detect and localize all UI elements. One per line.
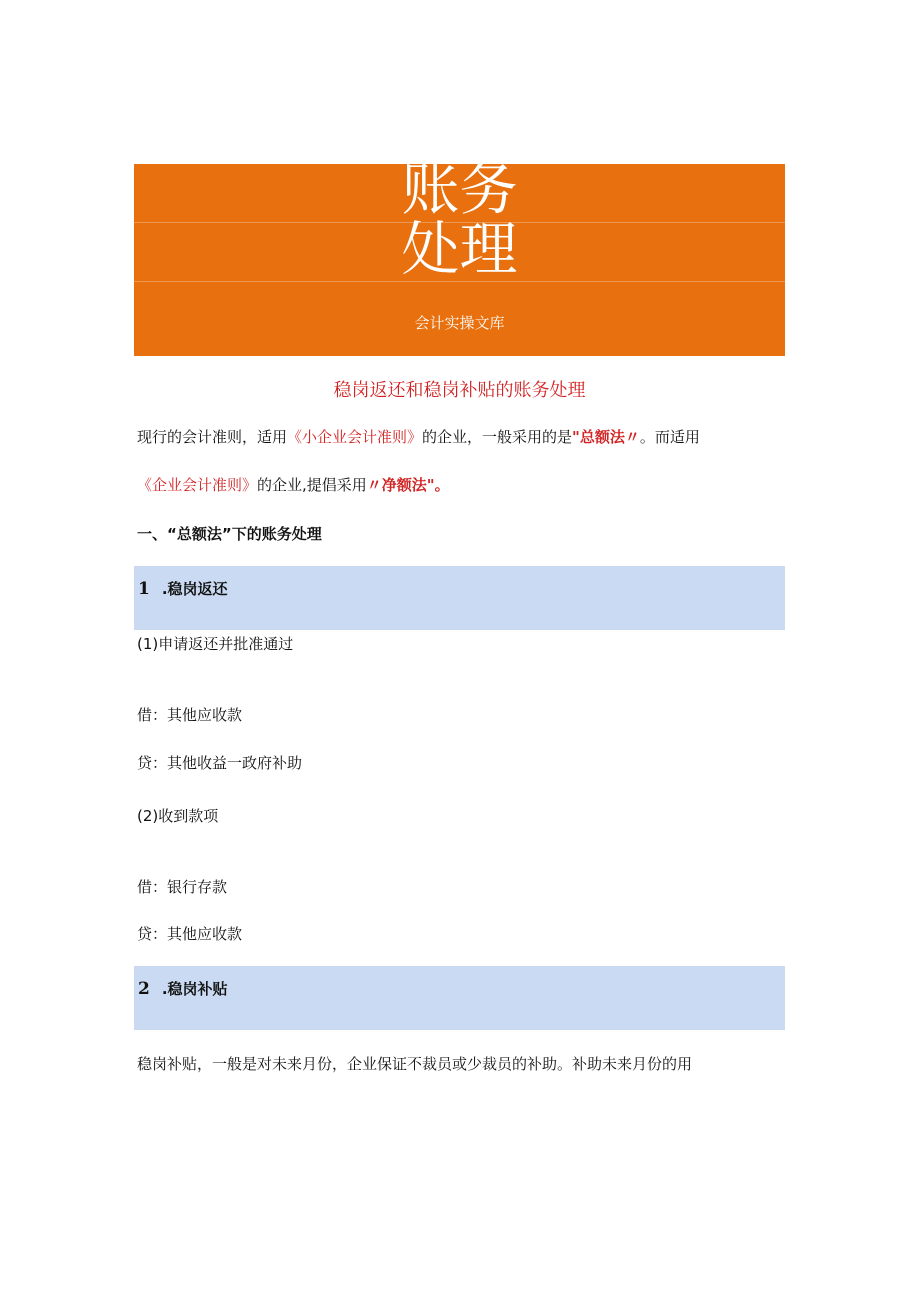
- subsection-band-stable-subsidy: [134, 966, 785, 1030]
- subsection-band-stable-return: [134, 566, 785, 630]
- entry-credit: 贷：其他应收款: [137, 925, 243, 943]
- subsection-heading: [138, 578, 228, 599]
- subsection-label: .稳岗补贴: [161, 980, 228, 998]
- intro-text: 现行的会计准则，适用: [137, 428, 288, 446]
- banner-title-line1: 账务: [401, 160, 518, 218]
- banner-title-line2: 处理: [401, 215, 518, 283]
- step-receive-payment: (2)收到款项: [137, 807, 219, 825]
- net-method-term: 〃净额法"。: [366, 476, 450, 494]
- subsection-number: 2: [138, 979, 150, 999]
- intro-text: 的企业，一般采用的是: [422, 428, 573, 446]
- standard-name-small: 《小企业会计准则》: [287, 428, 423, 446]
- entry-debit: 借：其他应收款: [137, 706, 243, 724]
- subsection-heading: [138, 978, 228, 999]
- gross-method-term: "总额法〃: [572, 428, 640, 446]
- step-apply-approved: (1)申请返还并批准通过: [137, 635, 294, 653]
- subsection-label: .稳岗返还: [161, 580, 228, 598]
- subsection-number: 1: [138, 579, 150, 599]
- intro-text: 。而适用: [639, 428, 700, 446]
- banner-subtitle: 会计实操文库: [414, 314, 505, 332]
- document-title: 稳岗返还和稳岗补贴的账务处理: [333, 380, 586, 401]
- section-heading-gross-method: 一、“总额法”下的账务处理: [137, 525, 322, 543]
- intro-paragraph-line1: [137, 426, 700, 447]
- intro-text: 的企业,提倡采用: [257, 476, 367, 494]
- intro-paragraph-line2: [137, 474, 450, 495]
- cover-banner: [134, 160, 785, 356]
- entry-credit: 贷：其他收益一政府补助: [137, 754, 303, 772]
- subsidy-paragraph: 稳岗补贴，一般是对未来月份，企业保证不裁员或少裁员的补助。补助未来月份的用: [137, 1055, 693, 1073]
- entry-debit: 借：银行存款: [137, 878, 228, 896]
- standard-name-enterprise: 《企业会计准则》: [137, 476, 258, 494]
